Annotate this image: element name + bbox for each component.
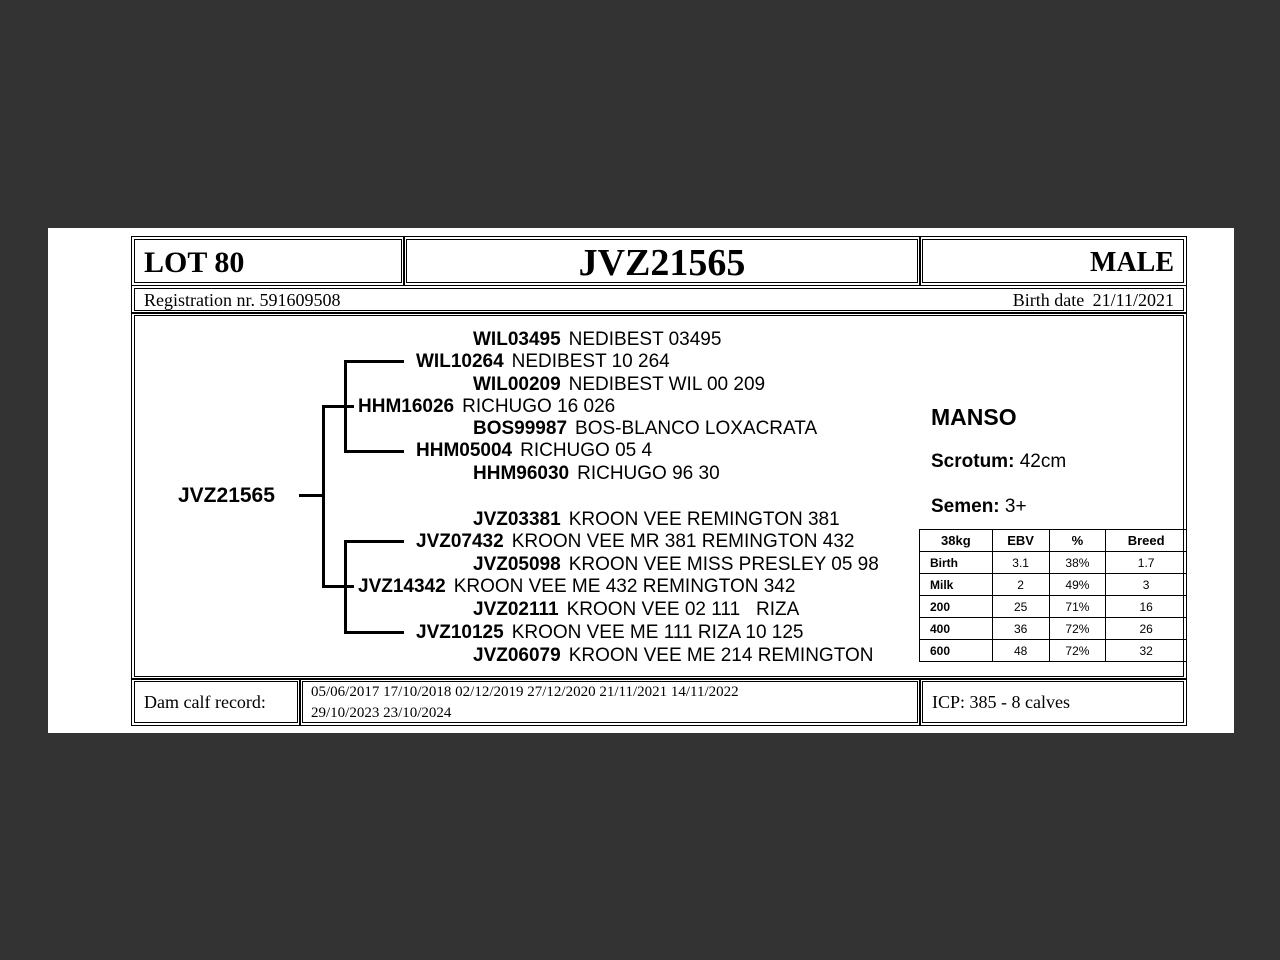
sire-connector	[322, 405, 354, 408]
ebv-cell: 32	[1106, 640, 1187, 662]
dam-connector	[322, 585, 354, 588]
ssd-name: NEDIBEST WIL 00 209	[568, 374, 766, 395]
ebv-cell: 1.7	[1106, 552, 1187, 574]
dam-name: KROON VEE ME 432 REMINGTON 342	[453, 576, 796, 597]
semen	[931, 496, 1027, 518]
dd-code: JVZ10125	[416, 622, 504, 643]
ebv-cell: 16	[1106, 596, 1187, 618]
pedigree-dam	[358, 576, 795, 598]
dam-code: JVZ14342	[358, 576, 446, 597]
ebv-row	[920, 596, 1187, 618]
ebv-row-label: 600	[920, 640, 993, 662]
sire-dam-connector	[344, 450, 404, 453]
ebv-row	[920, 618, 1187, 640]
dsd-name: KROON VEE MISS PRESLEY 05 98	[568, 554, 879, 575]
dds-code: JVZ02111	[473, 599, 559, 620]
dam-parents-vertical	[344, 540, 347, 633]
pedigree-ddd	[473, 645, 873, 667]
ebv-cell: 71%	[1049, 596, 1106, 618]
dam-calf-label: Dam calf record:	[144, 692, 266, 712]
animal-id-cell	[403, 236, 921, 286]
dam-calf-dates-cell	[299, 678, 921, 726]
sdd-code: HHM96030	[473, 463, 570, 484]
dds-name: KROON VEE 02 111 RIZA	[566, 599, 800, 620]
sd-name: RICHUGO 05 4	[520, 440, 653, 461]
sire-code: HHM16026	[358, 396, 455, 417]
dam-sire-connector	[344, 540, 404, 543]
ss-name: NEDIBEST 10 264	[511, 351, 670, 372]
pedigree-dd	[416, 622, 804, 644]
lot-number: LOT 80	[144, 246, 245, 279]
ebv-row-label: 400	[920, 618, 993, 640]
dss-name: KROON VEE REMINGTON 381	[568, 509, 840, 530]
ebv-header-cell: Breed	[1106, 530, 1187, 552]
sss-code: WIL03495	[473, 329, 561, 350]
dsd-code: JVZ05098	[473, 554, 561, 575]
sex-cell	[919, 236, 1187, 286]
dam-dam-connector	[344, 631, 404, 634]
ebv-header-cell: 38kg	[920, 530, 993, 552]
pedigree-sds	[473, 418, 817, 440]
pedigree-dds	[473, 599, 799, 621]
icp-cell	[919, 678, 1187, 726]
ebv-row-label: Birth	[920, 552, 993, 574]
pedigree-dsd	[473, 554, 879, 576]
dam-calf-dates-line1: 05/06/2017 17/10/2018 02/12/2019 27/12/2020 21/11/2021 14/11/2022	[311, 684, 739, 700]
ebv-row-label: Milk	[920, 574, 993, 596]
lot-cell	[131, 236, 405, 286]
ssd-code: WIL00209	[473, 374, 561, 395]
dss-code: JVZ03381	[473, 509, 561, 530]
sss-name: NEDIBEST 03495	[568, 329, 722, 350]
scrotum	[931, 451, 1066, 473]
ebv-cell: 2	[992, 574, 1049, 596]
ebv-cell: 49%	[1049, 574, 1106, 596]
registration-number: Registration nr. 591609508	[144, 290, 341, 310]
ebv-header-cell: %	[1049, 530, 1106, 552]
ebv-header-cell: EBV	[992, 530, 1049, 552]
ebv-cell: 72%	[1049, 618, 1106, 640]
subject-code: JVZ21565	[178, 484, 275, 507]
ebv-header-row	[920, 530, 1187, 552]
semen-value: 3+	[1004, 496, 1027, 517]
pedigree-dss	[473, 509, 840, 531]
birth-date	[1013, 290, 1174, 311]
sex-label: MALE	[1090, 247, 1174, 278]
pedigree-sss	[473, 329, 721, 351]
dam-calf-label-cell	[131, 678, 301, 726]
sds-name: BOS-BLANCO LOXACRATA	[575, 418, 818, 439]
sd-code: HHM05004	[416, 440, 513, 461]
ebv-cell: 25	[992, 596, 1049, 618]
semen-label: Semen:	[931, 496, 1000, 517]
pedigree-subject	[178, 484, 275, 508]
pedigree-sd	[416, 440, 652, 462]
ebv-row	[920, 640, 1187, 662]
ebv-row	[920, 574, 1187, 596]
ebv-table	[919, 529, 1187, 662]
ebv-cell: 48	[992, 640, 1049, 662]
dd-name: KROON VEE ME 111 RIZA 10 125	[511, 622, 804, 643]
sire-dam-vertical	[322, 405, 325, 587]
pedigree-sire	[358, 396, 615, 418]
scrotum-label: Scrotum:	[931, 451, 1015, 472]
pedigree-sdd	[473, 463, 720, 485]
ddd-name: KROON VEE ME 214 REMINGTON	[568, 645, 874, 666]
ebv-cell: 26	[1106, 618, 1187, 640]
ebv-cell: 38%	[1049, 552, 1106, 574]
ds-code: JVZ07432	[416, 531, 504, 552]
sire-name: RICHUGO 16 026	[462, 396, 616, 417]
ebv-cell: 36	[992, 618, 1049, 640]
ebv-row-label: 200	[920, 596, 993, 618]
pedigree-ds	[416, 531, 855, 553]
ddd-code: JVZ06079	[473, 645, 561, 666]
ebv-row	[920, 552, 1187, 574]
pedigree-ssd	[473, 374, 765, 396]
ss-code: WIL10264	[416, 351, 504, 372]
animal-id-title: JVZ21565	[578, 242, 746, 284]
dam-calf-dates-line2: 29/10/2023 23/10/2024	[311, 705, 452, 721]
scrotum-value: 42cm	[1019, 451, 1067, 472]
subject-connector	[299, 494, 323, 497]
ebv-cell: 3	[1106, 574, 1187, 596]
lot-card	[48, 228, 1234, 733]
sds-code: BOS99987	[473, 418, 568, 439]
registration-row	[131, 285, 1187, 314]
birth-date-value: 21/11/2021	[1092, 290, 1174, 310]
temperament: MANSO	[931, 404, 1017, 430]
sire-sire-connector	[344, 360, 404, 363]
icp-summary: ICP: 385 - 8 calves	[932, 692, 1070, 712]
birth-date-label: Birth date	[1012, 290, 1085, 310]
ebv-cell: 72%	[1049, 640, 1106, 662]
pedigree-ss	[416, 351, 670, 373]
ds-name: KROON VEE MR 381 REMINGTON 432	[511, 531, 855, 552]
ebv-cell: 3.1	[992, 552, 1049, 574]
sdd-name: RICHUGO 96 30	[577, 463, 720, 484]
sire-parents-vertical	[344, 360, 347, 452]
